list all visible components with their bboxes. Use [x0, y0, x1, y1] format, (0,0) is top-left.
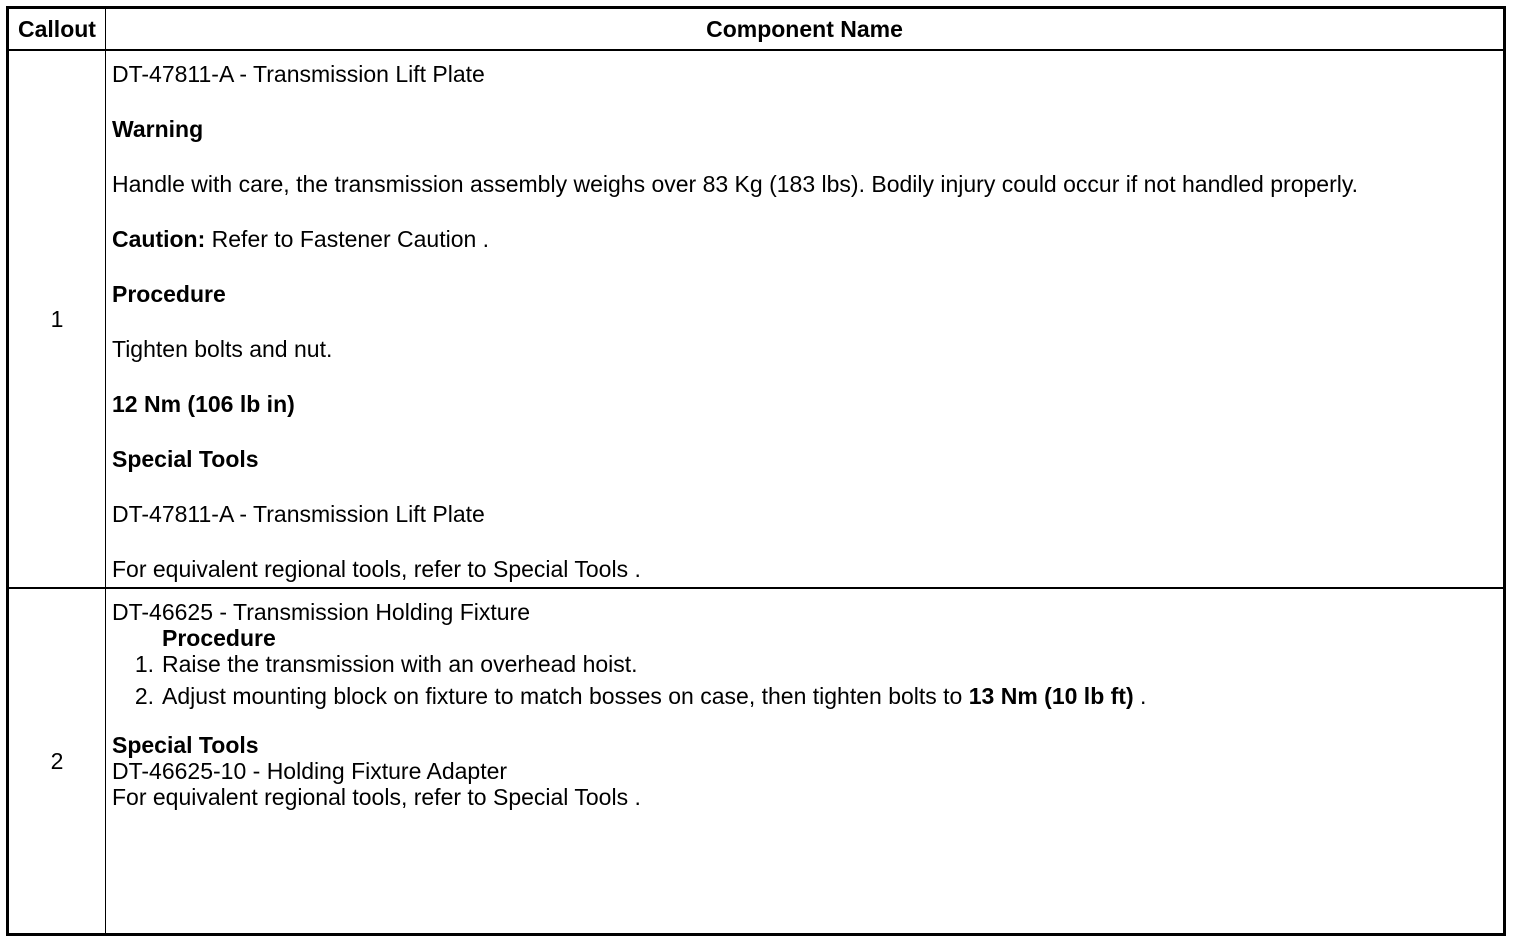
torque-spec: 12 Nm (106 lb in) [112, 391, 295, 417]
step-text-suffix: . [1133, 683, 1147, 709]
special-tool-item: DT-46625-10 - Holding Fixture Adapter [112, 758, 508, 784]
warning-heading: Warning [112, 116, 204, 142]
step-text [162, 683, 1146, 709]
torque-spec: 13 Nm (10 lb ft) [968, 683, 1134, 709]
column-divider [105, 9, 106, 933]
tool-name: DT-46625 - Transmission Holding Fixture [112, 599, 530, 625]
step-text-main: Adjust mounting block on fixture to match bosses on case, then tighten bolts to [162, 683, 969, 709]
step-text: Raise the transmission with an overhead hoist. [162, 651, 638, 677]
special-tool-item: DT-47811-A - Transmission Lift Plate [112, 501, 485, 527]
header-divider [9, 49, 1503, 51]
procedure-heading: Procedure [162, 625, 276, 651]
callout-number-1: 1 [50, 305, 64, 332]
procedure-text: Tighten bolts and nut. [112, 336, 333, 362]
callout-number-2: 2 [50, 747, 64, 774]
special-tools-heading: Special Tools [112, 732, 259, 758]
component-name-column-header: Component Name [706, 15, 903, 42]
procedure-step [112, 651, 1497, 677]
step-marker: 1. [134, 651, 154, 677]
row-1-content [112, 61, 1497, 611]
component-table [6, 6, 1506, 936]
equivalent-tools-note[interactable]: For equivalent regional tools, refer to Special Tools . [112, 784, 641, 810]
warning-text: Handle with care, the transmission assembly weighs over 83 Kg (183 lbs). Bodily injury could occur if not handled properly. [112, 171, 1359, 197]
callout-column-header: Callout [18, 15, 96, 42]
caution-label: Caution: [112, 226, 206, 252]
row-2-content [112, 599, 1497, 810]
equivalent-tools-note[interactable]: For equivalent regional tools, refer to Special Tools . [112, 556, 641, 582]
tool-name: DT-47811-A - Transmission Lift Plate [112, 61, 485, 87]
step-marker: 2. [134, 683, 154, 709]
caution-line [112, 226, 1497, 252]
procedure-step [112, 683, 1497, 709]
procedure-heading: Procedure [112, 281, 226, 307]
procedure-steps [112, 651, 1497, 709]
caution-link-text[interactable]: Refer to Fastener Caution . [205, 226, 490, 252]
special-tools-heading: Special Tools [112, 446, 259, 472]
